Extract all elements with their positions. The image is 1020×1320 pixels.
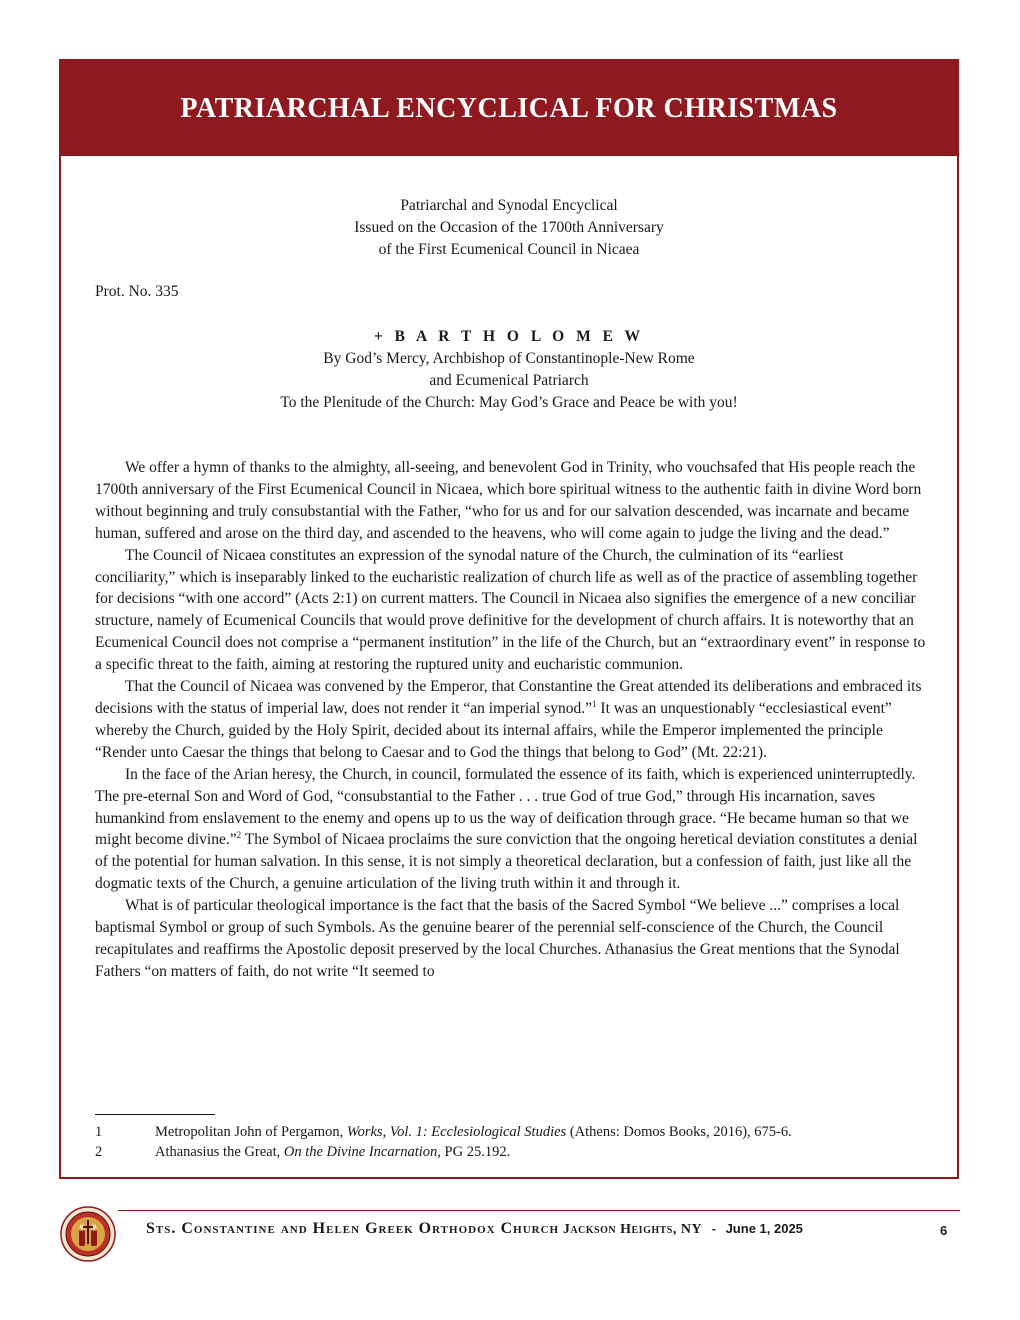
footnote-number: 1	[95, 1124, 103, 1140]
heading-line-1: Patriarchal and Synodal Encyclical	[400, 197, 618, 214]
paragraph-1: We offer a hymn of thanks to the almighty, all-seeing, and benevolent God in Trinity, who vouchsafed that His people reach the 1700th anniversary of the First Ecumenical Council in Nicaea, which bore spiritual witness to the authentic faith in divine Word born without beginning and truly consubstantial with the Father, “who for us and for our salvation descended, was incarnate and became human, suffered and arose on the third day, and ascended to the heavens, who will come again to judge the living and the dead.”	[95, 459, 922, 542]
footer	[146, 1220, 803, 1238]
footnotes	[95, 1122, 927, 1162]
paragraph-4-part-a: In the face of the Arian heresy, the Church, in council, formulated the essence of its faith, which is experienced uninterruptedly. The pre-eternal Son and Word of God, “consubstantial to the Father . . . true God of true God,” through His incarnation, saves humankind from enslavement to the enemy and opens up to us the way of deification through grace. “He became human so that we might become divine.”	[95, 765, 916, 849]
signatory-title-2: and Ecumenical Patriarch	[429, 372, 589, 389]
greeting: To the Plenitude of the Church: May God’s Grace and Peace be with you!	[280, 394, 738, 411]
paragraph-3-part-b: It was an unquestionably “ecclesiastical event” whereby the Church, guided by the Holy Spirit, decided about its internal affairs, while the Emperor implemented the principle “Render unto Caesar the things that belong to Caesar and to God the things that belong to God” (Mt. 22:21).	[95, 699, 892, 761]
footer-divider	[118, 1210, 960, 1211]
footer-date: June 1, 2025	[725, 1221, 803, 1236]
encyclical-heading	[61, 195, 957, 261]
paragraph-4	[95, 764, 927, 895]
footnote-author: Athanasius the Great,	[155, 1144, 284, 1160]
page-frame	[59, 59, 959, 1179]
footnote-ref-1[interactable]: 1	[592, 698, 597, 709]
title-banner	[61, 61, 957, 156]
protocol-number: Prot. No. 335	[95, 283, 179, 300]
page-title: PATRIARCHAL ENCYCLICAL FOR CHRISTMAS	[180, 92, 838, 124]
paragraph-3	[95, 676, 927, 764]
signatory-name: + B A R T H O L O M E W	[373, 328, 645, 345]
page-number: 6	[940, 1223, 948, 1238]
footnote-title: Works, Vol. 1: Ecclesiological Studies	[346, 1124, 567, 1140]
paragraph-4-part-b: The Symbol of Nicaea proclaims the sure conviction that the ongoing heretical deviation constitutes a denial of the potential for human salvation. In this sense, it is not simply a theoretical declaration, but a confession of faith, just like all the dogmatic texts of the Church, a genuine articulation of the living truth within it and through it.	[95, 831, 918, 893]
footer-location: Jackson Heights, NY	[562, 1222, 703, 1237]
paragraph-5: What is of particular theological importance is the fact that the basis of the Sacred Symbol “We believe ...” comprises a local baptismal Symbol or group of such Symbols. As the genuine bearer of the perennial self-conscience of the Church, the Council recapitulates and reaffirms the Apostolic deposit preserved by the local Churches. Athanasius the Great mentions that the Synodal Fathers “on matters of faith, do not write “It seemed to	[95, 897, 900, 980]
footnote-number: 2	[95, 1144, 103, 1160]
footnote-1	[95, 1122, 927, 1142]
footer-separator: -	[711, 1222, 716, 1236]
signature-block	[61, 326, 957, 414]
footnote-citation: (Athens: Domos Books, 2016), 675-6.	[566, 1124, 792, 1140]
footnote-ref-2[interactable]: 2	[236, 830, 242, 841]
footnote-text	[155, 1122, 792, 1142]
paragraph-2: The Council of Nicaea constitutes an expression of the synodal nature of the Church, the culmination of its “earliest conciliarity,” which is inseparably linked to the eucharistic realization of church life as well as of the practice of assembling together for decisions “with one accord” (Acts 2:1) on current matters. The Council in Nicaea also signifies the emergence of a new conciliar structure, namely of Ecumenical Councils that would prove definitive for the development of church affairs. It is noteworthy that an Ecumenical Council does not comprise a “permanent institution” in the life of the Church, but an “extraordinary event” in response to a specific threat to the faith, aiming at restoring the ruptured unity and eucharistic communion.	[95, 546, 926, 674]
footnote-citation: PG 25.192.	[440, 1144, 511, 1160]
footnote-author: Metropolitan John of Pergamon,	[155, 1124, 347, 1140]
body-text	[95, 457, 927, 983]
footnote-divider	[95, 1114, 215, 1115]
footnote-title: On the Divine Incarnation,	[283, 1144, 441, 1160]
footnote-2	[95, 1142, 927, 1162]
paragraph-3-part-a: That the Council of Nicaea was convened by the Emperor, that Constantine the Great attended its deliberations and embraced its decisions with the status of imperial law, does not render it “an imperial synod.”	[95, 678, 922, 717]
signatory-title-1: By God’s Mercy, Archbishop of Constantinople-New Rome	[323, 350, 695, 367]
church-seal-icon	[60, 1206, 116, 1262]
footnote-text	[155, 1142, 510, 1162]
heading-line-2: Issued on the Occasion of the 1700th Anniversary	[354, 219, 664, 236]
heading-line-3: of the First Ecumenical Council in Nicaea	[378, 241, 640, 258]
footer-church-name: Sts. Constantine and Helen Greek Orthodox Church	[146, 1220, 560, 1237]
